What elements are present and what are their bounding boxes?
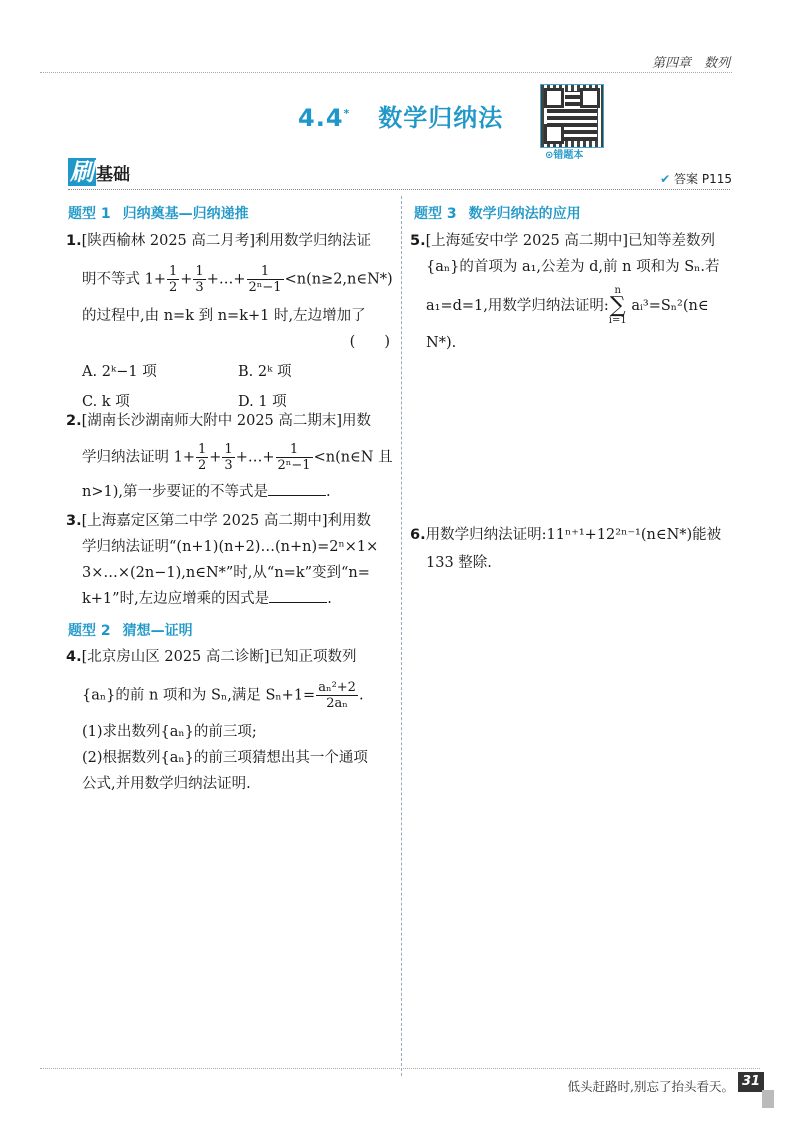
fraction-num: 1 (197, 442, 207, 457)
fraction-num: 1 (276, 442, 313, 458)
problem-5 (410, 228, 740, 356)
problem-5-line1: [上海延安中学 2025 高二期中]已知等差数列 (425, 233, 716, 249)
fraction-den: 2 (168, 280, 178, 295)
problem-1-line1: [陕西榆林 2025 高二月考]利用数学归纳法证 (81, 233, 372, 249)
problem-4-sub2b: 公式,并用数学归纳法证明. (82, 776, 251, 792)
type-3-title: 数学归纳法的应用 (468, 206, 581, 222)
sum-lower: i=1 (608, 315, 627, 326)
choice-a[interactable]: A. 2ᵏ−1 项 (82, 364, 157, 380)
section-mark: * (343, 107, 351, 120)
type-2-label: 题型 2 (68, 623, 111, 639)
problem-1-number: 1. (66, 233, 82, 249)
problem-1 (66, 228, 396, 415)
problem-6-line1: 用数学归纳法证明:11ⁿ⁺¹+12²ⁿ⁻¹(n∈N*)能被 (425, 527, 722, 543)
choice-c[interactable]: C. k 项 (82, 394, 130, 410)
answer-reference[interactable] (660, 170, 732, 187)
section-badge (68, 152, 130, 187)
section-number: 4.4 (298, 104, 344, 132)
type-3-label: 题型 3 (414, 206, 457, 222)
type-3-heading (414, 203, 581, 223)
sum-upper: n (614, 285, 621, 296)
sigma-icon: ∑ (609, 293, 626, 318)
fraction-den: 2 (197, 458, 207, 473)
answer-blank[interactable] (268, 483, 326, 496)
problem-6-number: 6. (410, 527, 426, 543)
answer-paren[interactable]: ( ) (349, 334, 390, 350)
fraction-num: aₙ²+2 (318, 680, 356, 695)
problem-5-number: 5. (410, 233, 426, 249)
plus-sign: + (209, 449, 222, 466)
problem-1-line2-post: <n(n≥2,n∈N*) (284, 271, 393, 288)
fraction-den: 3 (224, 458, 233, 473)
period: . (358, 687, 364, 704)
fraction (193, 264, 205, 295)
fraction-num: 1 (224, 442, 233, 457)
fraction (247, 264, 284, 295)
ellipsis-sum: +…+ (235, 449, 275, 466)
check-icon: ✔ (660, 172, 671, 186)
footer-rule (40, 1068, 760, 1069)
choice-d[interactable]: D. 1 项 (238, 394, 287, 410)
problem-3-line4: k+1”时,左边应增乘的因式是 (82, 591, 270, 607)
problem-2-number: 2. (66, 413, 82, 429)
ellipsis-sum: +…+ (206, 271, 246, 288)
answer-reference-text: 答案 P115 (674, 172, 732, 186)
header-rule (40, 72, 732, 73)
page-number: 31 (738, 1072, 764, 1092)
problem-3-number: 3. (66, 513, 82, 529)
qr-label: ⊙错题本 (545, 150, 584, 161)
qr-code-icon[interactable] (540, 84, 604, 148)
problem-6 (410, 522, 740, 576)
problem-5-line2: {aₙ}的首项为 a₁,公差为 d,前 n 项和为 Sₙ.若 (426, 259, 720, 275)
problem-4-sub1: (1)求出数列{aₙ}的前三项; (82, 724, 257, 740)
problem-2 (66, 408, 396, 505)
plus-sign: + (180, 271, 193, 288)
type-1-heading (68, 203, 249, 223)
problem-5-line4: N*). (426, 335, 457, 351)
choice-b[interactable]: B. 2ᵏ 项 (238, 364, 292, 380)
fraction (196, 442, 208, 473)
fraction-num: 1 (247, 264, 284, 280)
fraction-den: 2aₙ (326, 696, 348, 711)
column-divider (401, 196, 402, 1076)
fraction-den: 2ⁿ−1 (277, 458, 311, 473)
brush-badge-icon: 刷 (70, 158, 94, 186)
footer-motto: 低头赶路时,别忘了抬头看天。 (567, 1079, 734, 1094)
badge-text: 基础 (96, 165, 130, 185)
fraction-num: 1 (168, 264, 178, 279)
page-tab (762, 1090, 774, 1108)
fraction-num: 1 (195, 264, 204, 279)
problem-4-sub2a: (2)根据数列{aₙ}的前三项猜想出其一个通项 (82, 750, 368, 766)
period: . (325, 484, 331, 500)
fraction (167, 264, 179, 295)
problem-2-line2-post: <n(n∈N 且 (313, 449, 393, 466)
problem-5-line3-pre: a₁=d=1,用数学归纳法证明: (426, 298, 609, 314)
problem-1-line3: 的过程中,由 n=k 到 n=k+1 时,左边增加了 (82, 308, 366, 324)
problem-4-line1: [北京房山区 2025 高二诊断]已知正项数列 (81, 649, 357, 665)
section-title (298, 98, 503, 133)
summation (609, 286, 627, 326)
problem-4 (66, 644, 396, 797)
period: . (327, 591, 332, 607)
type-1-label: 题型 1 (68, 206, 111, 222)
problem-5-line3-post: aᵢ³=Sₙ²(n∈ (626, 298, 709, 314)
fraction-den: 3 (195, 280, 204, 295)
fraction (276, 442, 313, 473)
problem-2-line1: [湖南长沙湖南师大附中 2025 高二期末]用数 (81, 413, 372, 429)
problem-1-line2-pre: 明不等式 1+ (82, 271, 166, 288)
chapter-header: 第四章 数列 (651, 56, 730, 71)
type-2-title: 猜想—证明 (122, 623, 193, 639)
badge-rule (68, 189, 730, 190)
type-1-title: 归纳奠基—归纳递推 (122, 206, 249, 222)
fraction (316, 680, 358, 711)
problem-3-line2: 学归纳法证明“(n+1)(n+2)…(n+n)=2ⁿ×1× (82, 539, 379, 555)
problem-4-number: 4. (66, 649, 82, 665)
fraction (222, 442, 234, 473)
problem-6-line2: 133 整除. (426, 555, 492, 571)
problem-3 (66, 508, 396, 612)
problem-4-line2-pre: {aₙ}的前 n 项和为 Sₙ,满足 Sₙ+1= (82, 687, 316, 704)
problem-2-line2-pre: 学归纳法证明 1+ (82, 449, 195, 466)
problem-3-line1: [上海嘉定区第二中学 2025 高二期中]利用数 (81, 513, 372, 529)
section-name: 数学归纳法 (378, 104, 504, 132)
fraction-den: 2ⁿ−1 (248, 280, 282, 295)
type-2-heading (68, 620, 193, 640)
problem-3-line3: 3×…×(2n−1),n∈N*”时,从“n=k”变到“n= (82, 565, 370, 581)
answer-blank[interactable] (269, 590, 327, 603)
problem-2-line3: n>1),第一步要证的不等式是 (82, 484, 268, 500)
